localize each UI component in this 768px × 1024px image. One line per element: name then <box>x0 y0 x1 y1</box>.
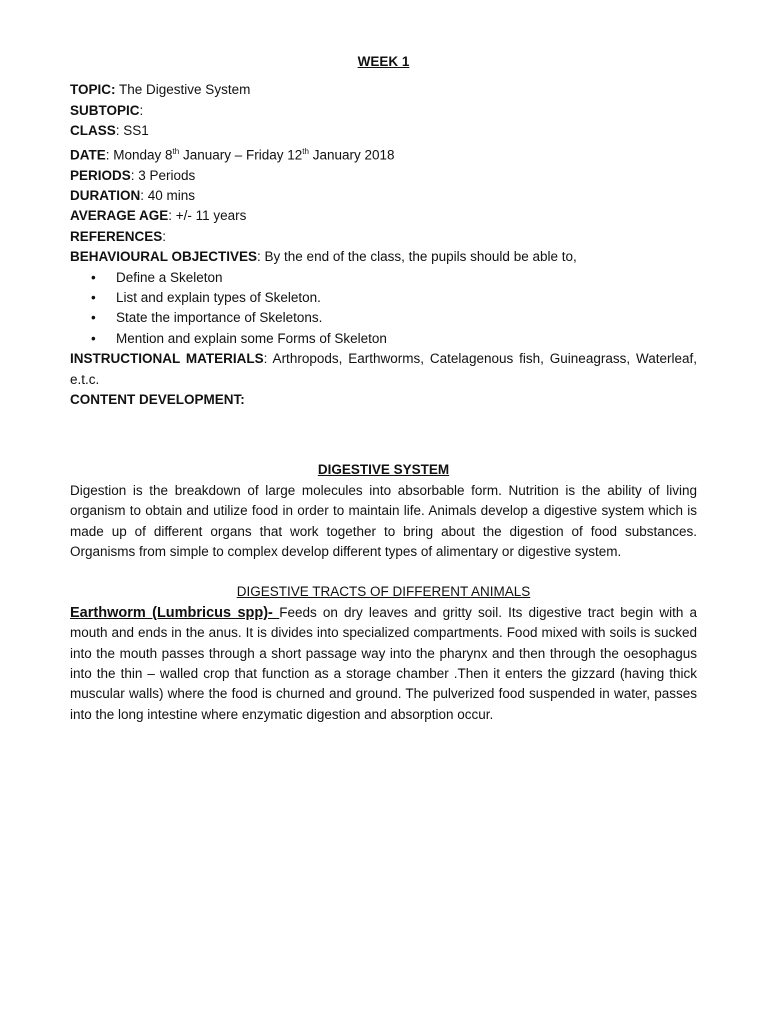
digestive-system-paragraph: Digestion is the breakdown of large molecules into absorbable form. Nutrition is the ability of living organism to obtain and utilize food in order to maintain life. Animals develop a digestive system which is made up of different organs that work together to bring about the digestion of food substances. Organisms from simple to complex develop different types of alimentary or digestive system. <box>70 482 697 560</box>
topic-label: TOPIC: <box>70 82 116 98</box>
references-value: : <box>162 228 167 244</box>
document-body <box>70 52 697 725</box>
date-line <box>70 142 697 166</box>
average-age-line <box>70 206 697 226</box>
subtopic-line <box>70 101 697 121</box>
date-value-end: January 2018 <box>308 147 395 163</box>
topic-line <box>70 80 697 100</box>
average-age-label: AVERAGE AGE <box>70 208 169 224</box>
class-line <box>70 121 697 141</box>
week-heading: WEEK 1 <box>357 54 410 69</box>
duration-line <box>70 186 697 206</box>
date-label: DATE <box>70 147 106 163</box>
earthworm-paragraph <box>70 603 697 725</box>
date-value-middle: January – Friday 12 <box>179 147 303 163</box>
behavioural-objectives-line <box>70 247 697 267</box>
subtopic-value: : <box>139 102 144 118</box>
earthworm-label: Earthworm (Lumbricus spp)- <box>70 604 280 621</box>
objective-item: • List and explain types of Skeleton. <box>70 288 697 308</box>
class-label: CLASS <box>70 123 116 139</box>
content-development-line <box>70 390 697 410</box>
behavioural-objectives-label: BEHAVIOURAL OBJECTIVES <box>70 249 258 265</box>
references-label: REFERENCES <box>70 228 163 244</box>
objective-item: • Define a Skeleton <box>70 268 697 288</box>
earthworm-text: Feeds on dry leaves and gritty soil. Its digestive tract begin with a mouth and ends in the anus. It is divides into specialized compartments. Food mixed with soils is sucked into the mouth passes through a short passage way into the pharynx and then through the oesophagus into the thin – walled crop that function as a storage chamber .Then it enters the gizzard (having thick muscular walls) where the food is churned and ground. The pulverized food suspended in water, passes into the long intestine where enzymatic digestion and absorption occur. <box>70 604 697 722</box>
digestive-tracts-heading: DIGESTIVE TRACTS OF DIFFERENT ANIMALS <box>236 584 531 600</box>
instructional-materials-value: : Arthropods, Earthworms, Catelagenous fish, Guineagrass, Waterleaf, e.t.c. <box>70 351 698 387</box>
behavioural-objectives-value: : By the end of the class, the pupils should be able to, <box>257 249 577 265</box>
date-superscript-2: th <box>302 146 309 156</box>
date-value-start: : Monday 8 <box>105 147 173 163</box>
references-line <box>70 227 697 247</box>
date-superscript-1: th <box>172 146 180 156</box>
topic-value: The Digestive System <box>115 82 251 98</box>
class-value: : SS1 <box>115 123 149 139</box>
periods-label: PERIODS <box>70 167 131 183</box>
instructional-materials-label: INSTRUCTIONAL MATERIALS <box>70 351 264 367</box>
periods-line <box>70 166 697 186</box>
content-development-label: CONTENT DEVELOPMENT: <box>70 392 245 407</box>
objective-item: • State the importance of Skeletons. <box>70 308 697 328</box>
average-age-value: : +/- 11 years <box>168 208 247 224</box>
objective-item: • Mention and explain some Forms of Skeleton <box>70 329 697 349</box>
duration-label: DURATION <box>70 187 141 203</box>
objectives-list <box>70 268 697 350</box>
digestive-system-heading: DIGESTIVE SYSTEM <box>317 462 450 478</box>
instructional-materials-line <box>70 349 697 390</box>
duration-value: : 40 mins <box>140 187 196 203</box>
periods-value: : 3 Periods <box>130 167 196 183</box>
subtopic-label: SUBTOPIC <box>70 102 140 118</box>
